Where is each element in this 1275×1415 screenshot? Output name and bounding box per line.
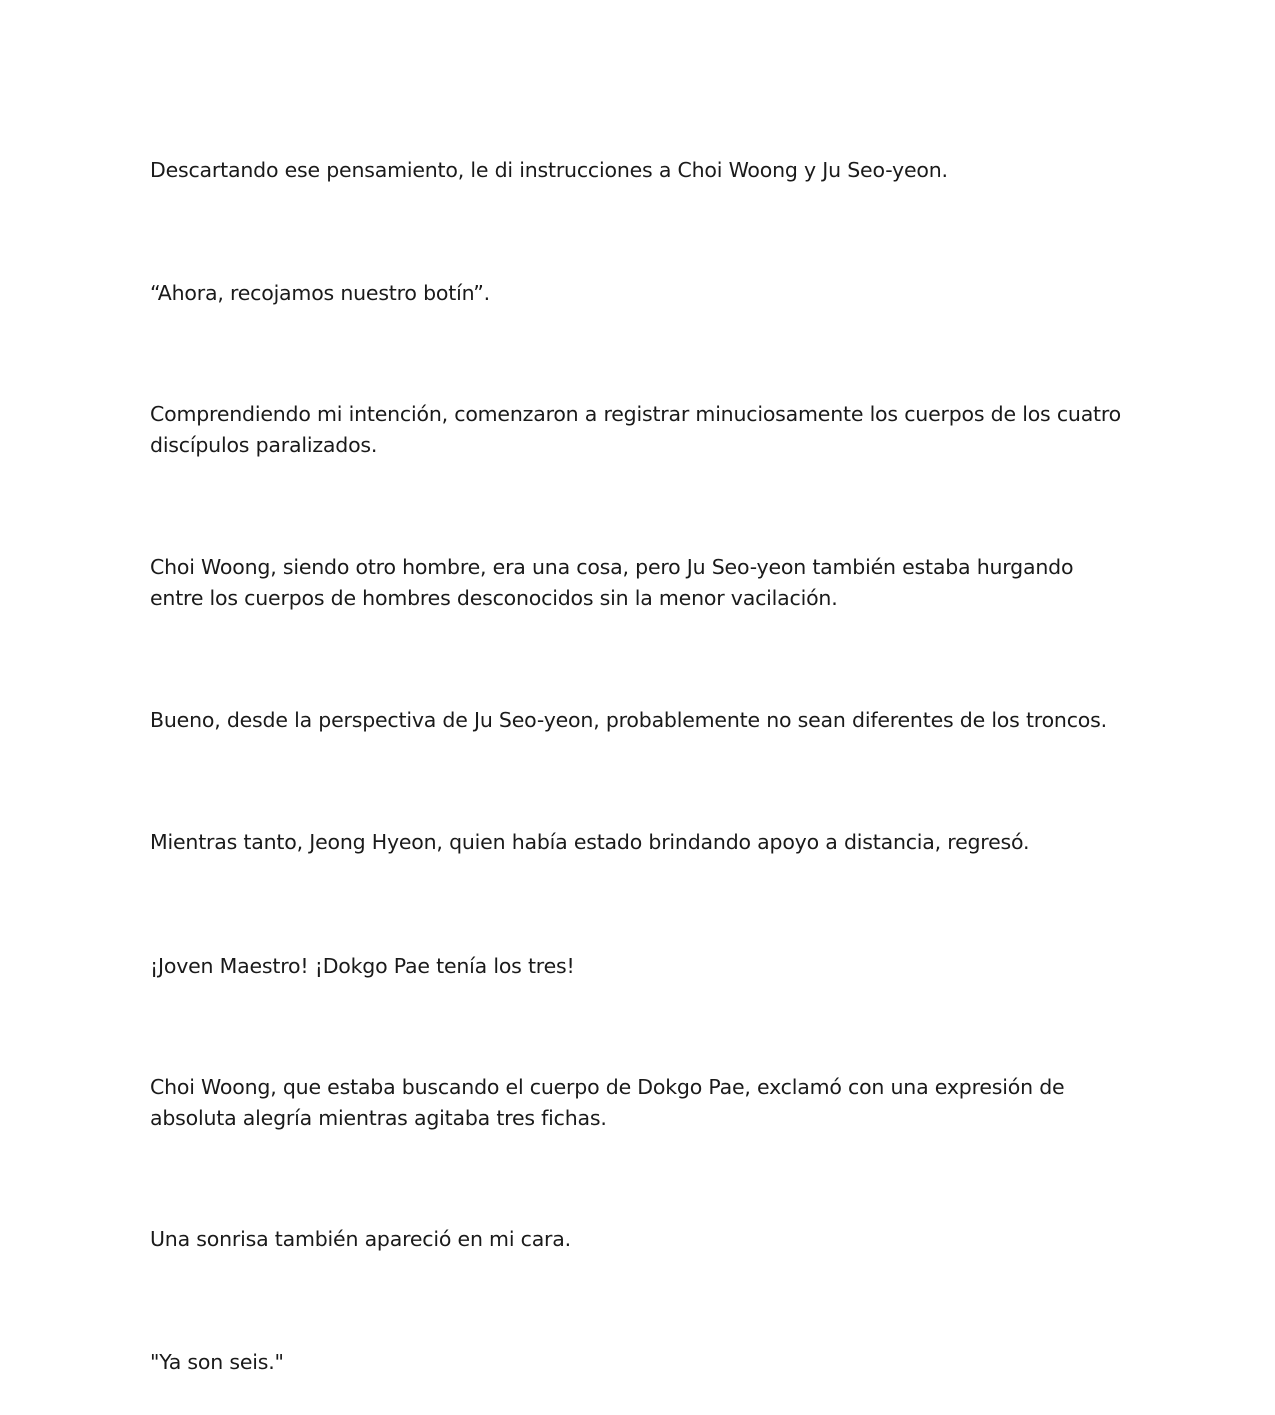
paragraph: Choi Woong, siendo otro hombre, era una cosa, pero Ju Seo-yeon también estaba hurgando entre los cuerpos de hombres desconocidos sin la menor vacilación.: [150, 555, 1074, 610]
paragraph: "Ya son seis.": [150, 1350, 284, 1374]
paragraph: Mientras tanto, Jeong Hyeon, quien había estado brindando apoyo a distancia, regresó.: [150, 830, 1030, 854]
paragraph: Una sonrisa también apareció en mi cara.: [150, 1227, 571, 1251]
paragraph: ¡Joven Maestro! ¡Dokgo Pae tenía los tres!: [150, 954, 575, 978]
paragraph: Bueno, desde la perspectiva de Ju Seo-yeon, probablemente no sean diferentes de los troncos.: [150, 708, 1107, 732]
paragraph: Descartando ese pensamiento, le di instrucciones a Choi Woong y Ju Seo-yeon.: [150, 158, 948, 182]
paragraph: Choi Woong, que estaba buscando el cuerpo de Dokgo Pae, exclamó con una expresión de absoluta alegría mientras agitaba tres fichas.: [150, 1075, 1065, 1130]
paragraph: “Ahora, recojamos nuestro botín”.: [150, 281, 490, 305]
paragraph: Comprendiendo mi intención, comenzaron a registrar minuciosamente los cuerpos de los cuatro discípulos paralizados.: [150, 402, 1122, 457]
